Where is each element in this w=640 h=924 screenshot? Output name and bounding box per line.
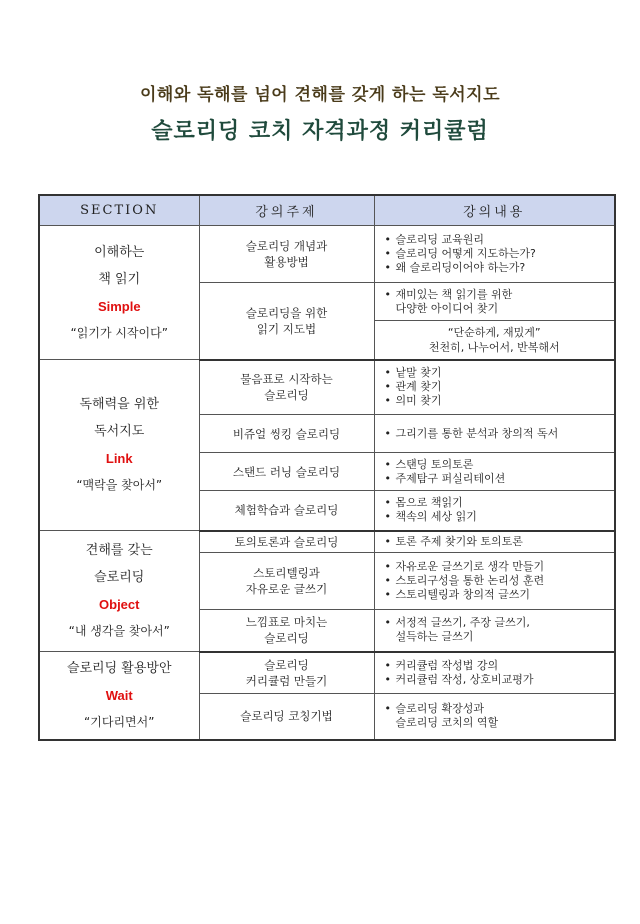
content-item: • 낱말 찾기	[385, 366, 615, 380]
content-item: • 관계 찾기	[385, 380, 615, 394]
section-title-line: 슬로리딩	[94, 570, 145, 585]
content-item: • 슬로리딩 어떻게 지도하는가?	[385, 247, 615, 261]
section-cell-link	[39, 360, 199, 531]
topic-line: 슬로리딩 개념과	[245, 239, 328, 253]
content-item: • 토론 주제 찾기와 토의토론	[385, 535, 615, 549]
note-line: 천천히, 나누어서, 반복해서	[428, 340, 560, 354]
topic-line: 스토리텔링과	[253, 566, 320, 580]
table-row	[39, 226, 615, 283]
topic-cell	[199, 694, 374, 740]
content-cell	[374, 531, 615, 553]
section-quote: “기다리면서”	[84, 714, 155, 729]
content-cell	[374, 491, 615, 531]
content-cell	[374, 360, 615, 415]
section-cell-object	[39, 531, 199, 652]
section-quote: “내 생각을 찾아서”	[68, 624, 170, 638]
section-title-line: 독서지도	[94, 424, 145, 439]
note-cell	[374, 321, 615, 360]
topic-line: 읽기 지도법	[256, 321, 317, 336]
section-keyword: Object	[99, 597, 140, 612]
topic-cell	[199, 453, 374, 491]
content-cell	[374, 694, 615, 740]
page-title: 슬로리딩 코치 자격과정 커리큘럼	[151, 119, 489, 144]
content-cell	[374, 553, 615, 610]
topic-line: 비쥬얼 씽킹 슬로리딩	[232, 426, 341, 441]
content-item: • 커리큘럼 작성법 강의	[385, 659, 615, 673]
section-quote: “맥락을 찾아서”	[76, 478, 163, 492]
topic-cell	[199, 226, 374, 283]
section-keyword: Link	[105, 451, 133, 466]
topic-line: 물음표로 시작하는	[240, 372, 333, 387]
content-cell	[374, 415, 615, 453]
section-title-line: 이해하는	[94, 244, 145, 260]
topic-line: 슬로리딩	[264, 657, 309, 672]
topic-line: 활용방법	[264, 255, 309, 269]
topic-line: 스탠드 러닝 슬로리딩	[232, 464, 341, 479]
section-keyword: Wait	[105, 687, 133, 703]
section-cell-wait	[39, 652, 199, 740]
content-cell	[374, 283, 615, 321]
topic-line: 커리큘럼 만들기	[245, 673, 328, 688]
table-row	[39, 652, 615, 694]
section-keyword: Simple	[97, 298, 141, 314]
curriculum-table	[38, 194, 616, 741]
column-header-section: SECTION	[39, 195, 199, 226]
note-quote: “단순하게, 재밌게”	[447, 325, 541, 339]
topic-line: 슬로리딩	[264, 388, 309, 403]
section-cell-simple	[39, 226, 199, 360]
section-title-line: 독해력을 위한	[79, 397, 159, 412]
topic-line: 슬로리딩	[264, 631, 309, 646]
table-row	[39, 531, 615, 553]
section-title-line: 책 읽기	[98, 271, 141, 287]
content-item: • 왜 슬로리딩이어야 하는가?	[385, 261, 615, 275]
content-item: • 재미있는 책 읽기를 위한	[385, 288, 615, 302]
topic-cell	[199, 283, 374, 360]
topic-line: 자유로운 글쓰기	[245, 582, 328, 596]
content-item: • 주제탐구 퍼실리테이션	[385, 472, 615, 486]
content-item-continued: 슬로리딩 코치의 역할	[395, 716, 499, 730]
section-quote: “읽기가 시작이다”	[70, 325, 168, 340]
section-title-line: 슬로리딩 활용방안	[66, 660, 172, 676]
section-title-line: 견해를 갖는	[85, 543, 153, 558]
content-item: • 스토리구성을 통한 논리성 훈련	[385, 574, 615, 588]
content-item: • 슬로리딩 교육원리	[385, 233, 615, 247]
content-cell	[374, 453, 615, 491]
topic-cell	[199, 360, 374, 415]
column-header-topic: 강의주제	[199, 195, 374, 226]
topic-cell	[199, 610, 374, 652]
table-row	[39, 360, 615, 415]
content-cell	[374, 610, 615, 652]
content-item-continued: 설득하는 글쓰기	[395, 630, 474, 644]
topic-cell	[199, 553, 374, 610]
content-item: • 책속의 세상 읽기	[385, 510, 615, 524]
content-item: • 스토리텔링과 창의적 글쓰기	[385, 588, 615, 602]
topic-line: 슬로리딩을 위한	[245, 305, 328, 320]
topic-cell	[199, 415, 374, 453]
content-cell	[374, 226, 615, 283]
content-item: • 자유로운 글쓰기로 생각 만들기	[385, 560, 615, 574]
content-item: • 슬로리딩 확장성과	[385, 702, 615, 716]
content-item: • 커리큘럼 작성, 상호비교평가	[385, 673, 615, 687]
topic-line: 토의토론과 슬로리딩	[234, 534, 339, 549]
topic-cell	[199, 652, 374, 694]
topic-line: 체험학습과 슬로리딩	[234, 503, 339, 518]
content-item-continued: 다양한 아이디어 찾기	[395, 301, 499, 315]
content-item: • 몸으로 책읽기	[385, 496, 615, 510]
content-item: • 의미 찾기	[385, 394, 615, 408]
topic-cell	[199, 491, 374, 531]
column-header-content: 강의내용	[374, 195, 615, 226]
content-item: • 스탠딩 토의토론	[385, 458, 615, 472]
page-subtitle: 이해와 독해를 넘어 견해를 갖게 하는 독서지도	[139, 85, 501, 105]
table-header-row	[39, 195, 615, 226]
topic-line: 슬로리딩 코칭기법	[240, 709, 333, 724]
content-cell	[374, 652, 615, 694]
topic-line: 느낌표로 마치는	[245, 615, 328, 630]
topic-cell	[199, 531, 374, 553]
content-item: • 그리기를 통한 분석과 창의적 독서	[385, 427, 615, 441]
content-item: • 서정적 글쓰기, 주장 글쓰기,	[385, 616, 615, 630]
